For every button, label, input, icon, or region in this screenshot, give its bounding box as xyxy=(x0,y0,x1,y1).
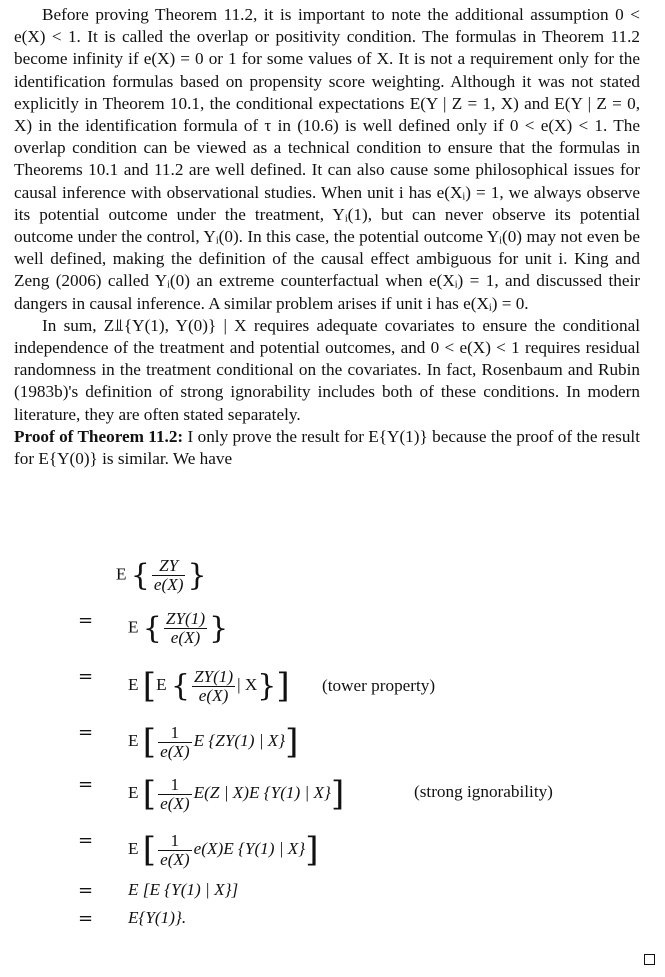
proof-paragraph xyxy=(14,426,640,470)
equation-block: E { $\frac{ZY}{e(X)}$ } = E { $\frac{ZY(1)}{e(X)}$ } = E [E { $\frac{ZY(1)}{e(X)}$ | X}] (tower property) = E [ $\frac{1}{e(X)}$ E {ZY(1) | X}] = E [ $\frac{1}{e(X)}$ E(Z | X)E {Y(1) | X}] (strong ignorability) = E [ $\frac{1}{e(X)}$ e(X)E {Y(1) | X}] = E [E {Y(1) | X}] = E{Y(1)}. xyxy=(78,556,553,929)
page-content xyxy=(14,4,640,470)
note-strong-ignorability: (strong ignorability) xyxy=(414,782,553,801)
qed-square-icon xyxy=(644,954,655,965)
paragraph-overlap: Before proving Theorem 11.2, it is important to note the additional assumption 0 < e(X) < 1. It is called the overlap or positivity condition. The formulas in Theorem 11.2 become infinity if e(X) = 0 or 1 for some values of X. It is not a requirement only for the identification formulas based on propensity score weighting. Although it was not stated explicitly in Theorem 10.1, the conditional expectations E(Y | Z = 1, X) and E(Y | Z = 0, X) in the identification formula of τ in (10.6) is well defined only if 0 < e(X) < 1. The overlap condition can be viewed as a technical condition to ensure that the formulas in Theorems 10.1 and 11.2 are well defined. It can also cause some philosophical issues for causal inference with observational studies. When unit i has e(Xᵢ) = 1, we always observe its potential outcome under the treatment, Yᵢ(1), but can never observe its potential outcome under the control, Yᵢ(0). In this case, the potential outcome Yᵢ(0) may not even be well defined, making the definition of the causal effect ambiguous for unit i. King and Zeng (2006) called Yᵢ(0) an extreme counterfactual when e(Xᵢ) = 1, and discussed their dangers in causal inference. A similar problem arises if unit i has e(Xᵢ) = 0. xyxy=(14,5,640,313)
paragraph-summary: In sum, Z⫫{Y(1), Y(0)} | X requires adequate covariates to ensure the conditional independence of the treatment and potential outcomes, and 0 < e(X) < 1 requires residual randomness in the treatment conditional on the covariates. In fact, Rosenbaum and Rubin (1983b)'s definition of strong ignorability includes both of these conditions. In modern literature, they are often stated separately. xyxy=(14,315,640,424)
proof-heading: Proof of Theorem 11.2: xyxy=(14,426,184,446)
note-tower-property: (tower property) xyxy=(322,676,436,695)
proof-intro: I only prove the result for E{Y(1)} because the proof of the result for E{Y(0)} is similar. We have xyxy=(14,426,640,469)
